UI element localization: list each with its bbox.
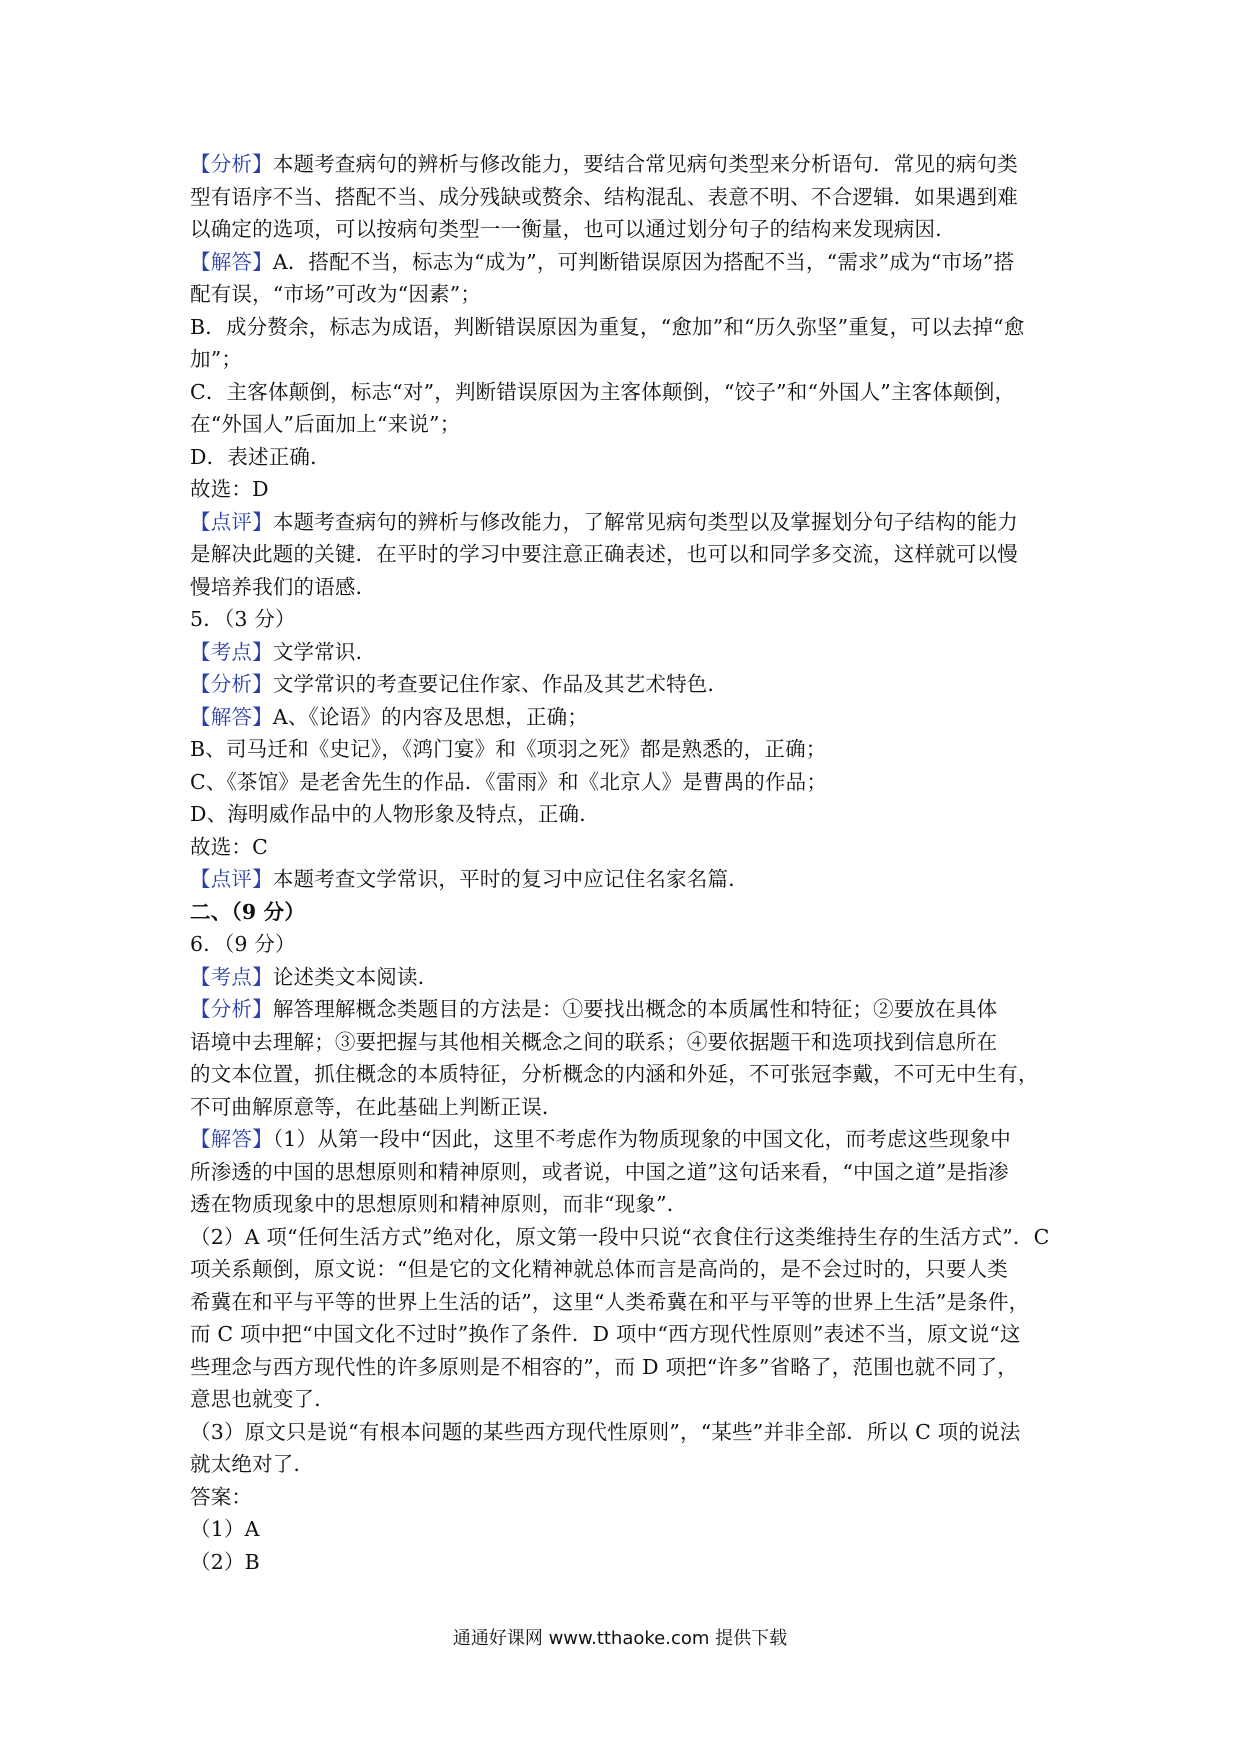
- line-text: 项关系颠倒，原文说：“但是它的文化精神就总体而言是高尚的，是不会过时的，只要人类: [190, 1257, 1008, 1281]
- section-tag: 【点评】: [190, 509, 273, 534]
- text-line: [190, 1026, 1058, 1059]
- text-line: [190, 441, 1058, 474]
- line-text: （2）B: [190, 1549, 260, 1574]
- text-line: [190, 896, 1058, 929]
- line-text: A、《论语》的内容及思想，正确；: [272, 704, 589, 729]
- page-footer: 通通好课网 www.tthaoke.com 提供下载: [452, 1628, 788, 1649]
- text-line: [190, 246, 1058, 279]
- line-text: 以确定的选项，可以按病句类型一一衡量，也可以通过划分句子的结构来发现病因．: [190, 217, 956, 241]
- section-tag: 【点评】: [190, 867, 273, 891]
- line-text: 5．（3 分）: [190, 607, 296, 631]
- line-text: 文学常识的考查要记住作家、作品及其艺术特色．: [272, 672, 729, 696]
- document-body: [190, 148, 1058, 1578]
- line-text: 希冀在和平与平等的世界上生活的话”，这里“人类希冀在和平与平等的世界上生活”是条件，: [190, 1289, 1030, 1314]
- line-text: D、海明威作品中的人物形象及特点，正确．: [190, 802, 600, 826]
- line-text: C、《茶馆》是老舍先生的作品．《雷雨》和《北京人》是曹禺的作品；: [190, 769, 828, 794]
- text-line: [190, 408, 1058, 441]
- line-text: B、司马迁和《史记》，《鸿门宴》和《项羽之死》都是熟悉的，正确；: [190, 737, 827, 761]
- line-text: 故选：C: [190, 834, 268, 859]
- text-line: [190, 506, 1058, 539]
- text-line: [190, 701, 1058, 734]
- section-tag: 【分析】: [190, 997, 273, 1021]
- line-text: 而 C 项中把“中国文化不过时”换作了条件．D 项中“西方现代性原则”表述不当，原文说“这: [190, 1322, 1021, 1346]
- text-line: [190, 603, 1058, 636]
- text-line: [190, 213, 1058, 246]
- text-line: [190, 993, 1058, 1026]
- section-tag: 【解答】: [190, 704, 273, 729]
- text-line: [190, 376, 1058, 409]
- text-line: [190, 148, 1058, 181]
- line-text: A．搭配不当，标志为“成为”，可判断错误原因为搭配不当，“需求”成为“市场”搭: [272, 249, 1015, 274]
- text-line: [190, 311, 1058, 344]
- line-text: 解答理解概念类题目的方法是：①要找出概念的本质属性和特征；②要放在具体: [272, 997, 998, 1021]
- text-line: [190, 733, 1058, 766]
- line-text: 在“外国人”后面加上“来说”；: [190, 412, 461, 436]
- text-line: [190, 538, 1058, 571]
- text-line: [190, 863, 1058, 896]
- line-text: 配有误，“市场”可改为“因素”；: [190, 282, 482, 306]
- line-text: 些理念与西方现代性的许多原则是不相容的”，而 D 项把“许多”省略了，范围也就不同了，: [190, 1354, 1019, 1379]
- line-text: 答案：: [190, 1484, 253, 1509]
- line-text: 文学常识．: [272, 639, 377, 664]
- text-line: [190, 278, 1058, 311]
- line-text: 所渗透的中国的思想原则和精神原则，或者说，中国之道”这句话来看，“中国之道”是指渗: [190, 1159, 1009, 1184]
- line-text: 6．（9 分）: [190, 932, 296, 956]
- text-line: [190, 1513, 1058, 1546]
- line-text: 语境中去理解；③要把握与其他相关概念之间的联系；④要依据题干和选项找到信息所在: [190, 1029, 998, 1054]
- text-line: [190, 1253, 1058, 1286]
- text-line: [190, 473, 1058, 506]
- line-text: 不可曲解原意等，在此基础上判断正误．: [190, 1094, 563, 1119]
- line-text: 就太绝对了．: [190, 1452, 315, 1476]
- text-line: [190, 1091, 1058, 1124]
- text-line: [190, 1058, 1058, 1091]
- section-tag: 【分析】: [190, 152, 273, 176]
- line-text: 本题考查病句的辨析与修改能力，了解常见病句类型以及掌握划分句子结构的能力: [272, 509, 1019, 534]
- text-line: [190, 1416, 1058, 1449]
- line-text: 透在物质现象中的思想原则和精神原则，而非“现象”．: [190, 1192, 688, 1216]
- line-text: （2）A 项“任何生活方式”绝对化，原文第一段中只说“衣食住行这类维持生存的生活方式”．C: [190, 1224, 1050, 1249]
- text-line: [190, 1123, 1058, 1156]
- text-line: [190, 928, 1058, 961]
- text-line: [190, 571, 1058, 604]
- text-line: [190, 798, 1058, 831]
- section-tag: 【考点】: [190, 964, 273, 989]
- text-line: [190, 636, 1058, 669]
- line-text: 意思也就变了．: [190, 1387, 335, 1411]
- line-text: D．表述正确．: [190, 444, 331, 469]
- text-line: [190, 1188, 1058, 1221]
- text-line: [190, 766, 1058, 799]
- text-line: [190, 181, 1058, 214]
- line-text: C．主客体颠倒，标志“对”，判断错误原因为主客体颠倒，“饺子”和“外国人”主客体颠倒，: [190, 379, 1016, 404]
- section-tag: 【分析】: [190, 672, 273, 696]
- section-tag: 【考点】: [190, 639, 273, 664]
- text-line: [190, 668, 1058, 701]
- text-line: [190, 1286, 1058, 1319]
- line-text: （3）原文只是说“有根本问题的某些西方现代性原则”，“某些”并非全部．所以 C 项的说法: [190, 1419, 1021, 1444]
- line-text: 二、（9 分）: [190, 899, 306, 924]
- line-text: 本题考查病句的辨析与修改能力，要结合常见病句类型来分析语句．常见的病句类: [272, 152, 1019, 176]
- line-text: 慢培养我们的语感．: [190, 574, 377, 599]
- text-line: [190, 1318, 1058, 1351]
- section-tag: 【解答】: [190, 1127, 273, 1151]
- text-line: [190, 1351, 1058, 1384]
- text-line: [190, 343, 1058, 376]
- line-text: 加”；: [190, 347, 243, 371]
- text-line: [190, 831, 1058, 864]
- line-text: 故选：D: [190, 477, 269, 501]
- text-line: [190, 1481, 1058, 1514]
- text-line: [190, 961, 1058, 994]
- text-line: [190, 1546, 1058, 1579]
- line-text: （1）A: [190, 1517, 260, 1541]
- line-text: 本题考查文学常识，平时的复习中应记住名家名篇．: [272, 867, 749, 891]
- line-text: 论述类文本阅读．: [272, 964, 439, 989]
- line-text: 是解决此题的关键．在平时的学习中要注意正确表述，也可以和同学多交流，这样就可以慢: [190, 542, 1018, 566]
- text-line: [190, 1156, 1058, 1189]
- line-text: B．成分赘余，标志为成语，判断错误原因为重复，“愈加”和“历久弥坚”重复，可以去掉“愈: [190, 314, 1025, 339]
- text-line: [190, 1221, 1058, 1254]
- text-line: [190, 1383, 1058, 1416]
- text-line: [190, 1448, 1058, 1481]
- line-text: 的文本位置，抓住概念的本质特征，分析概念的内涵和外延，不可张冠李戴，不可无中生有，: [190, 1062, 1039, 1086]
- line-text: 型有语序不当、搭配不当、成分残缺或赘余、结构混乱、表意不明、不合逻辑．如果遇到难: [190, 184, 1018, 209]
- section-tag: 【解答】: [190, 249, 273, 274]
- line-text: （1）从第一段中“因此，这里不考虑作为物质现象的中国文化，而考虑这些现象中: [272, 1127, 1011, 1151]
